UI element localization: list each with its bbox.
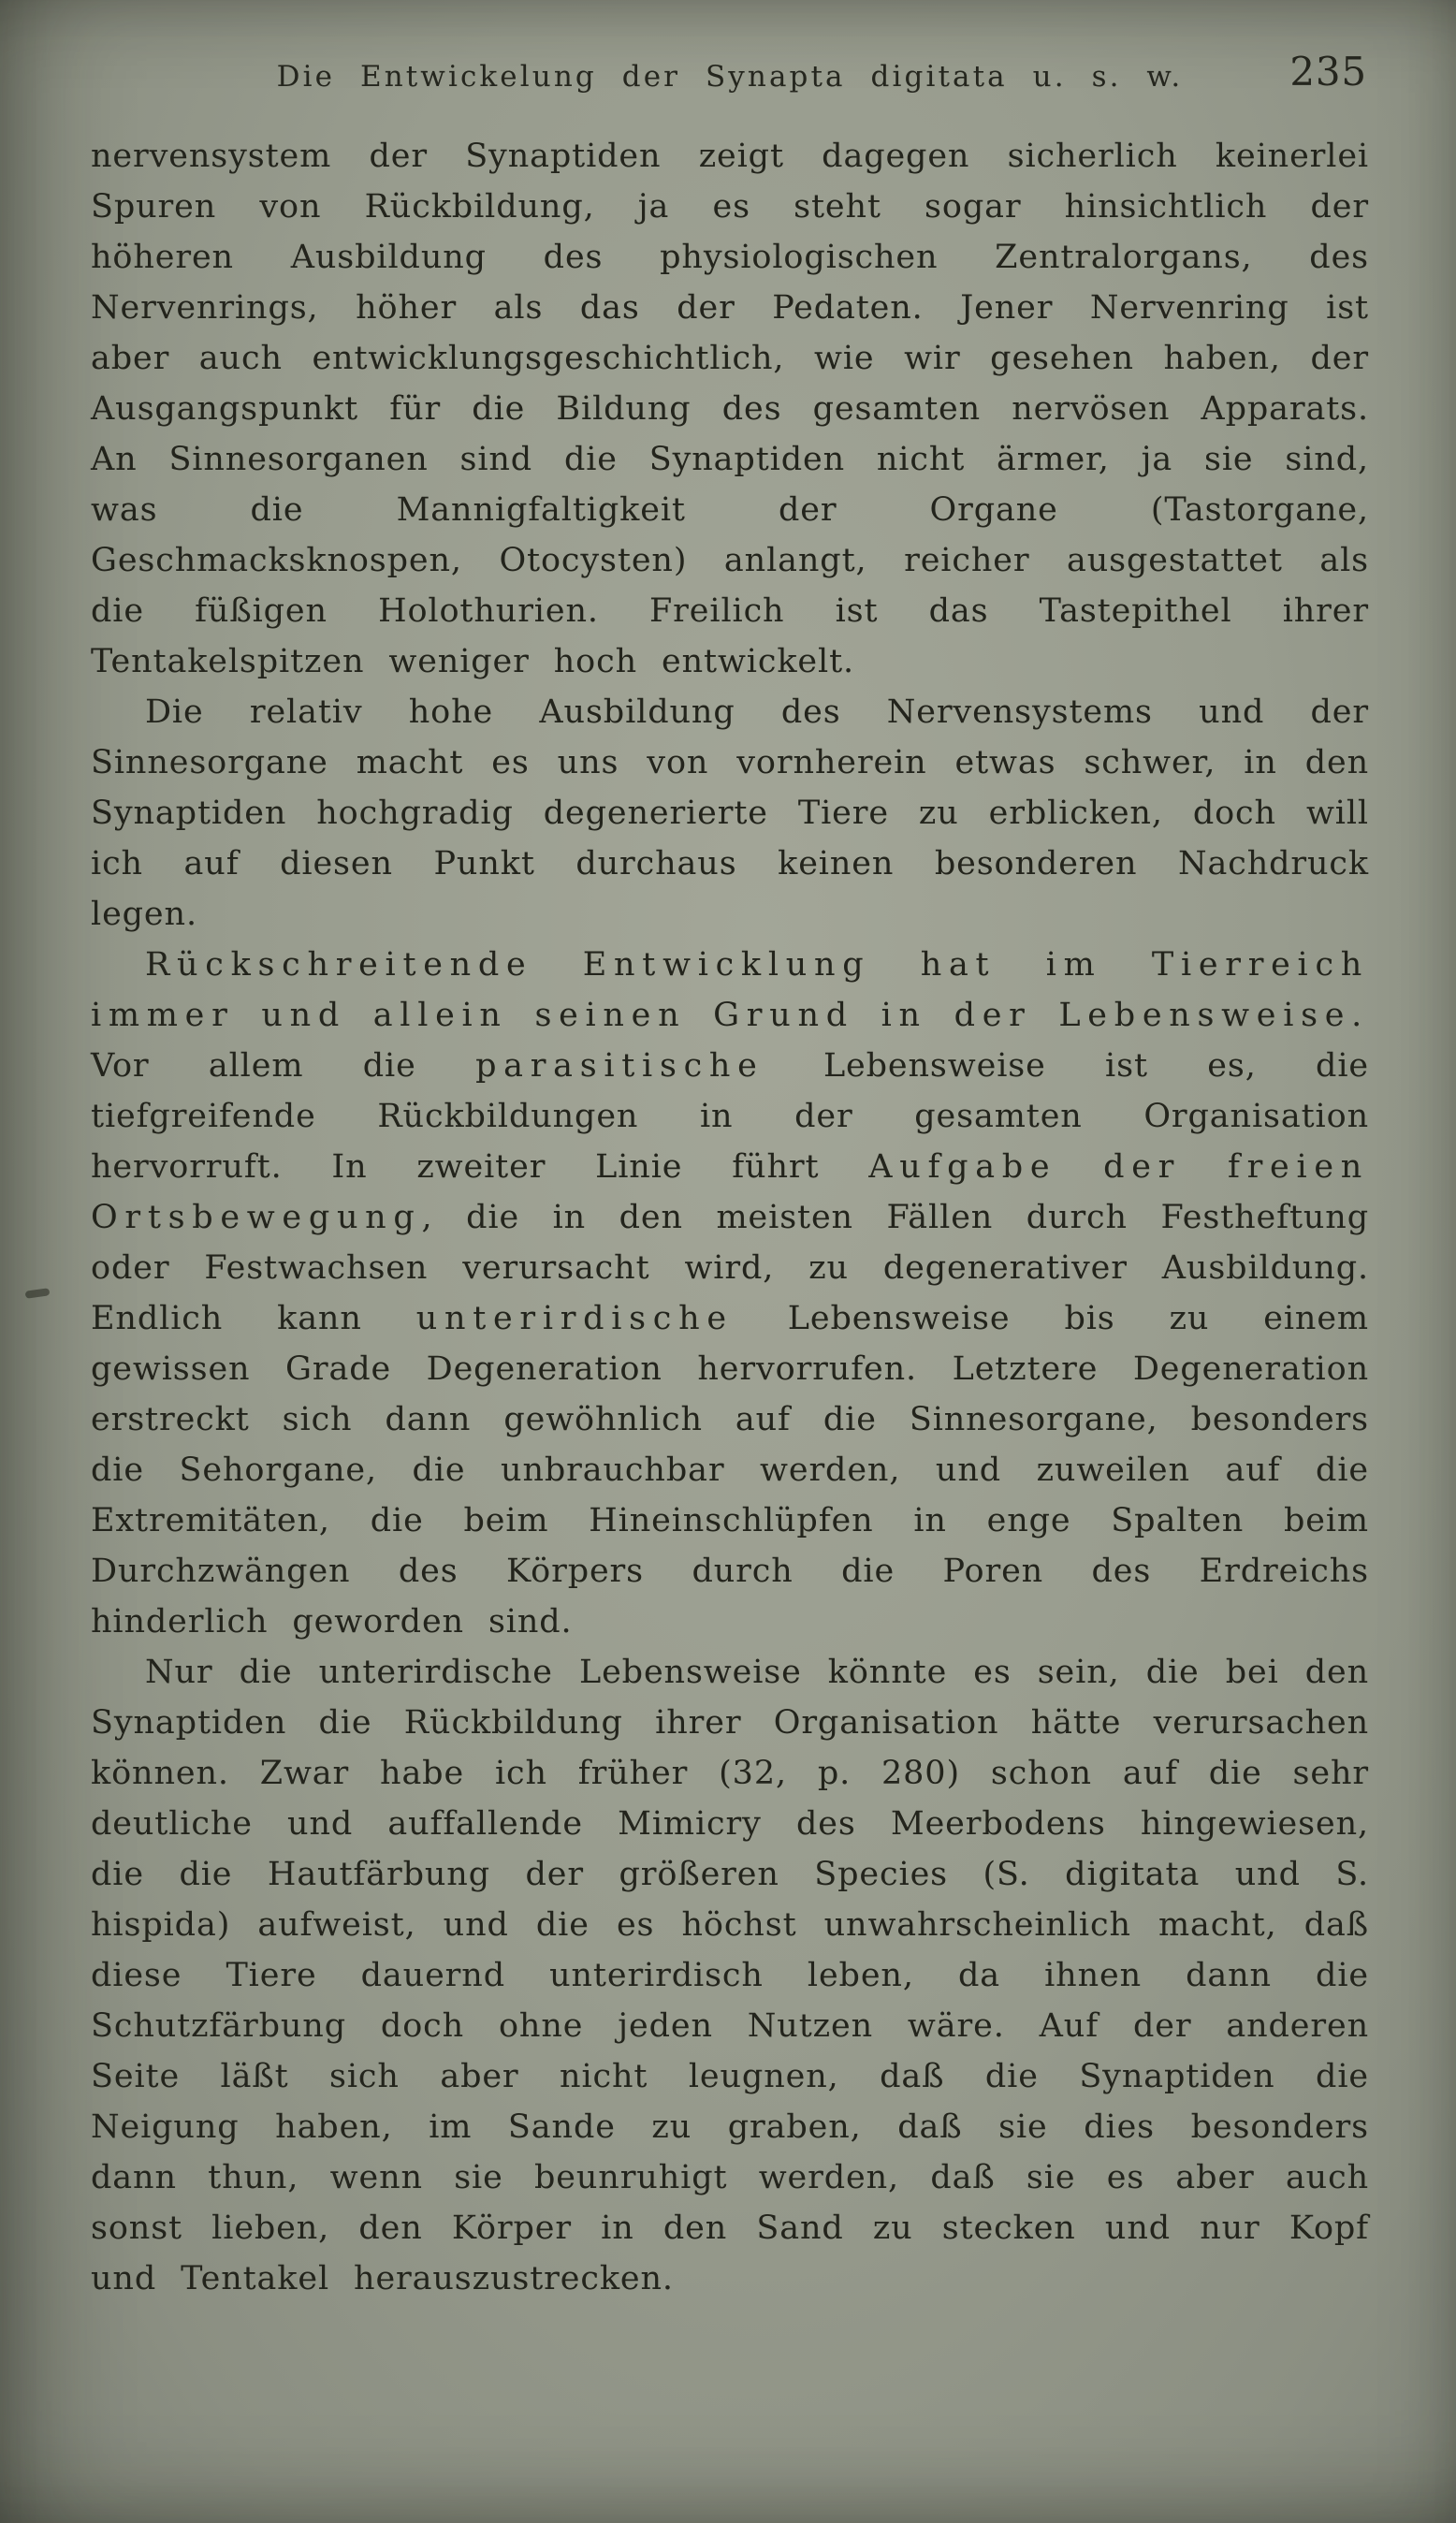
paragraph-4 [91,1647,1369,2304]
paragraph-3 [91,940,1369,1647]
scan-artifact [25,1288,51,1299]
paragraph-1 [91,131,1369,687]
running-title: Die Entwickelung der Synapta digitata u. s. w. [276,60,1184,94]
emphasized-spaced-text: unterirdische [415,1300,734,1337]
paragraph-2 [91,687,1369,940]
emphasized-spaced-text: Aufgabe der freien Ortsbewegung [91,1148,1369,1236]
body-text-segment: Die relativ hohe Ausbildung des Nervensystems und der Sinnesorgane macht es uns von vornherein etwas schwer, in den Synaptiden hochgradig degenerierte Tiere zu erblicken, doch will ich auf diesen Punkt durchaus keinen besonderen Nachdruck legen. [91,693,1369,933]
page-number: 235 [1289,49,1367,95]
body-text-segment: Lebensweise ist es, die tiefgreifende Rückbildungen in der gesamten Organisation hervorruft. In zweiter Linie führt [91,1047,1369,1186]
body-text-segment: nervensystem der Synaptiden zeigt dagegen sicherlich keinerlei Spuren von Rückbildung, ja es steht sogar hinsichtlich der höheren Ausbildung des physiologischen Zentralorgans, des Nervenrings, höher als das der Pedaten. Jener Nervenring ist aber auch entwicklungsgeschichtlich, wie wir gesehen haben, der Ausgangspunkt für die Bildung des gesamten nervösen Apparats. An Sinnesorganen sind die Synaptiden nicht ärmer, ja sie sind, was die Mannigfaltigkeit der Organe (Tastorgane, Geschmacksknospen, Otocysten) anlangt, reicher ausgestattet als die füßigen Holothurien. Freilich ist das Tastepithel ihrer Tentakelspitzen weniger hoch entwickelt. [91,138,1369,680]
text-column [91,49,1369,2304]
emphasized-spaced-text: parasitische [475,1047,764,1085]
page-body [91,131,1369,2304]
body-text-segment: , die in den meisten Fällen durch Festheftung oder Festwachsen verursacht wird, zu degenerativer Ausbildung. Endlich kann [91,1199,1369,1337]
body-text-segment: Vor allem die [91,1047,476,1085]
body-text-segment: Lebensweise bis zu einem gewissen Grade Degeneration hervorrufen. Letztere Degeneration erstreckt sich dann gewöhnlich auf die Sinnesorgane, besonders die Sehorgane, die unbrauchbar werden, und zuweilen auf die Extremitäten, die beim Hineinschlüpfen in enge Spalten beim Durchzwängen des Körpers durch die Poren des Erdreichs hinderlich geworden sind. [91,1300,1369,1641]
emphasized-spaced-text: Rückschreitende Entwicklung hat im Tierreich immer und allein seinen Grund in der Lebensweise. [91,946,1369,1034]
page-header [91,49,1369,110]
body-text-segment: Nur die unterirdische Lebensweise könnte es sein, die bei den Synaptiden die Rückbildung ihrer Organisation hätte verursachen können. Zwar habe ich früher (32, p. 280) schon auf die sehr deutliche und auffallende Mimicry des Meerbodens hingewiesen, die die Hautfärbung der größeren Species (S. digitata und S. hispida) aufweist, und die es höchst unwahrscheinlich macht, daß diese Tiere dauernd unterirdisch leben, da ihnen dann die Schutzfärbung doch ohne jeden Nutzen wäre. Auf der anderen Seite läßt sich aber nicht leugnen, daß die Synaptiden die Neigung haben, im Sande zu graben, daß sie dies besonders dann thun, wenn sie beunruhigt werden, daß sie es aber auch sonst lieben, den Körper in den Sand zu stecken und nur Kopf und Tentakel herauszustrecken. [91,1654,1369,2297]
